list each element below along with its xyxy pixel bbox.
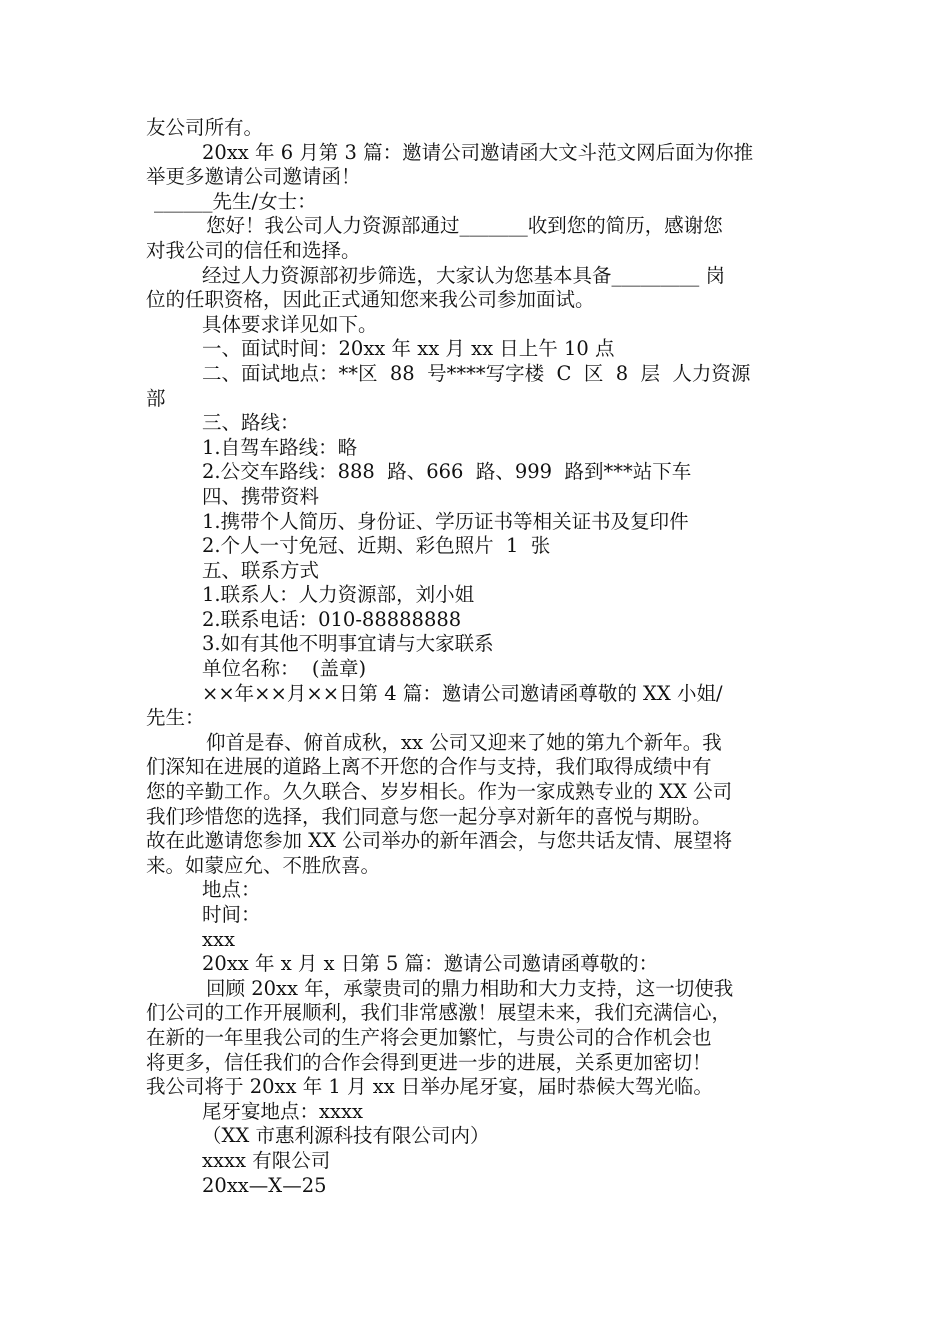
- text-line: 我们珍惜您的选择，我们同意与您一起分享对新年的喜悦与期盼。: [146, 804, 712, 828]
- text-line: 20xx 年 6 月第 3 篇：邀请公司邀请函大文斗范文网后面为你推: [202, 140, 754, 164]
- text-line: 我公司将于 20xx 年 1 月 xx 日举办尾牙宴，届时恭候大驾光临。: [146, 1075, 713, 1099]
- text-line: xxxx 有限公司: [202, 1148, 331, 1172]
- text-line: 二、面试地点：**区 88 号****写字楼 C 区 8 层 人力资源: [202, 361, 751, 385]
- text-line: （XX 市惠利源科技有限公司内）: [202, 1124, 490, 1148]
- text-line: 1.自驾车路线：略: [202, 435, 358, 459]
- text-line: 您好！我公司人力资源部通过_______收到您的简历，感谢您: [206, 214, 723, 238]
- text-line: 2.公交车路线：888 路、666 路、999 路到***站下车: [202, 460, 692, 484]
- text-line: 举更多邀请公司邀请函！: [146, 165, 361, 189]
- section-heading: 四、携带资料: [202, 484, 320, 508]
- text-line: 对我公司的信任和选择。: [146, 238, 361, 262]
- text-line: 来。如蒙应允、不胜欣喜。: [146, 853, 381, 877]
- text-line: 仰首是春、俯首成秋，xx 公司又迎来了她的第九个新年。我: [206, 730, 722, 754]
- text-line: ××年××月××日第 4 篇：邀请公司邀请函尊敬的 XX 小姐/: [202, 681, 723, 705]
- text-line: 故在此邀请您参加 XX 公司举办的新年酒会，与您共话友情、展望将: [146, 829, 733, 853]
- text-line: 3.如有其他不明事宜请与大家联系: [202, 632, 494, 656]
- text-line: 位的任职资格，因此正式通知您来我公司参加面试。: [146, 288, 595, 312]
- text-line: 们公司的工作开展顺利，我们非常感激！展望未来，我们充满信心，: [146, 1001, 732, 1025]
- text-line: 20xx 年 x 月 x 日第 5 篇：邀请公司邀请函尊敬的：: [202, 952, 659, 976]
- text-line: 在新的一年里我公司的生产将会更加繁忙，与贵公司的合作机会也: [146, 1025, 712, 1049]
- text-line: 20xx—X—25: [202, 1173, 327, 1197]
- text-line: 部: [146, 386, 166, 410]
- text-line: 们深知在进展的道路上离不开您的合作与支持，我们取得成绩中有: [146, 755, 712, 779]
- text-line: 时间：: [202, 903, 261, 926]
- text-line: 尾牙宴地点：xxxx: [202, 1099, 363, 1123]
- text-line: 经过人力资源部初步筛选，大家认为您基本具备_________ 岗: [202, 263, 725, 287]
- section-heading: 五、联系方式: [202, 558, 320, 582]
- text-line: 1.携带个人简历、身份证、学历证书等相关证书及复印件: [202, 509, 689, 533]
- salutation-line: ______先生/女士：: [154, 189, 317, 213]
- text-line: 2.个人一寸免冠、近期、彩色照片 1 张: [202, 534, 551, 558]
- text-line: 先生：: [146, 706, 205, 730]
- text-line: 具体要求详见如下。: [202, 312, 378, 336]
- text-line: 地点：: [202, 878, 261, 902]
- text-line: 一、面试时间：20xx 年 xx 月 xx 日上午 10 点: [202, 337, 615, 361]
- text-line: 单位名称： (盖章): [202, 657, 367, 681]
- text-line: 2.联系电话：010-88888888: [202, 607, 462, 631]
- text-line: 友公司所有。: [146, 116, 264, 139]
- text-line: 回顾 20xx 年，承蒙贵司的鼎力相助和大力支持，这一切使我: [206, 976, 734, 1000]
- document-body: [146, 116, 816, 1198]
- text-line: 1.联系人：人力资源部，刘小姐: [202, 583, 475, 607]
- text-line: 您的辛勤工作。久久联合、岁岁相长。作为一家成熟专业的 XX 公司: [146, 780, 733, 804]
- text-line: xxx: [202, 927, 235, 951]
- text-line: 将更多，信任我们的合作会得到更进一步的进展，关系更加密切！: [146, 1050, 712, 1074]
- section-heading: 三、路线：: [202, 411, 300, 435]
